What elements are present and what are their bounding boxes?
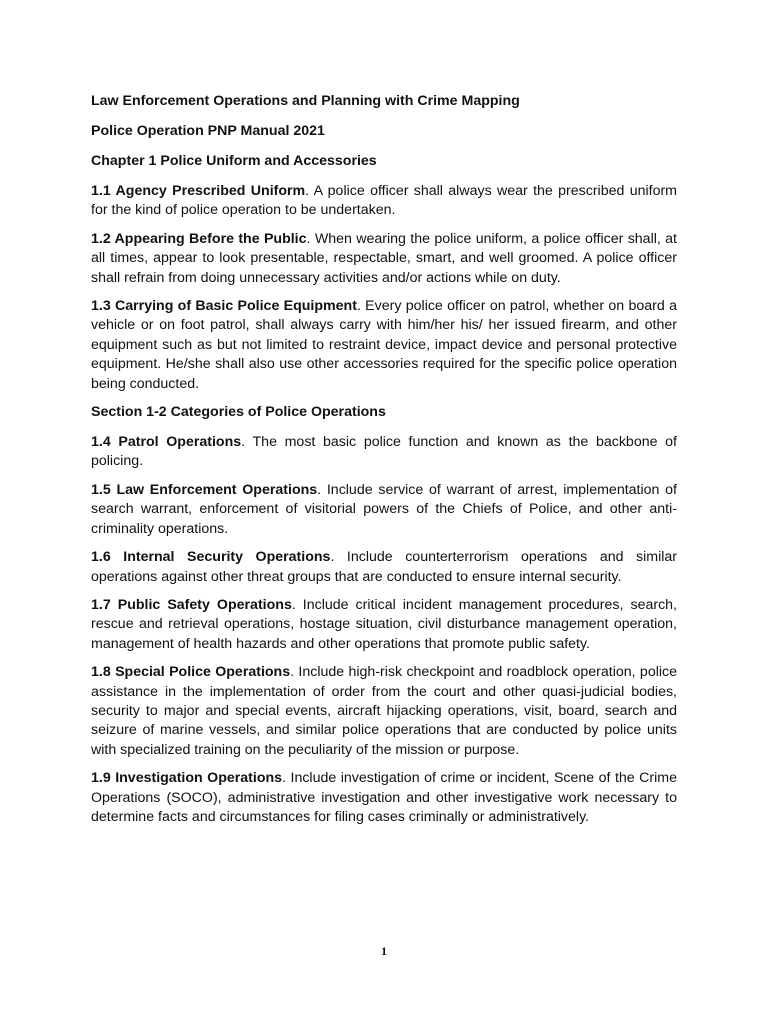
paragraph-1-9	[91, 769, 677, 827]
paragraph-term: 1.5 Law Enforcement Operations	[91, 481, 318, 498]
paragraph-1-6	[91, 548, 677, 587]
document-title: Law Enforcement Operations and Planning with Crime Mapping	[91, 93, 520, 109]
paragraph-1-4	[91, 433, 677, 472]
paragraph-text: . A police officer shall always wear the prescribed uniform for the kind of police operation to be undertaken.	[91, 183, 678, 219]
paragraph-1-8	[91, 663, 677, 760]
paragraph-text: . Include critical incident management procedures, search, rescue and retrieval operations, hostage situation, civil disturbance management operation, management of health hazards and other operations that promote public safety.	[91, 596, 677, 652]
paragraph-1-7	[91, 596, 677, 654]
paragraph-term: 1.8 Special Police Operations	[91, 664, 291, 681]
paragraph-1-1	[91, 182, 677, 221]
section-heading: Section 1-2 Categories of Police Operations	[91, 404, 386, 421]
chapter-heading: Chapter 1 Police Uniform and Accessories	[91, 153, 377, 169]
paragraph-text: . Include counterterrorism operations and similar operations against other threat groups that are conducted to ensure internal security.	[91, 549, 678, 585]
document-page	[91, 92, 677, 836]
paragraph-text: . Include investigation of crime or incident, Scene of the Crime Operations (SOCO), administrative investigation and other investigative work necessary to determine facts and circumstances for filing cases criminally or administratively.	[91, 770, 677, 825]
paragraph-text: . Every police officer on patrol, whether on board a vehicle or on foot patrol, shall always carry with him/her his/ her issued firearm, and other equipment such as but not limited to restraint device, impact device and personal protective equipment. He/she shall also use other accessories required for the specific police operation being conducted.	[91, 298, 677, 392]
paragraph-text: . The most basic police function and known as the backbone of policing.	[91, 434, 677, 470]
paragraph-1-2	[91, 230, 677, 288]
paragraph-text: . Include service of warrant of arrest, implementation of search warrant, enforcement of visitorial powers of the Chiefs of Police, and other anti-criminality operations.	[91, 481, 677, 537]
paragraph-term: 1.2 Appearing Before the Public	[91, 230, 307, 247]
paragraph-1-3	[91, 297, 677, 394]
section-paragraph-list	[91, 433, 677, 827]
paragraph-term: 1.1 Agency Prescribed Uniform	[91, 183, 306, 199]
document-subtitle: Police Operation PNP Manual 2021	[91, 123, 325, 139]
paragraph-text: . Include high-risk checkpoint and roadblock operation, police assistance in the implementation of order from the court and other quasi-judicial bodies, security to major and special events, aircraft hijacking operations, visit, board, search and seizure of marine vessels, and similar police operations that are conducted by police units with specialized training on the peculiarity of the mission or purpose.	[91, 664, 677, 758]
paragraph-term: 1.7 Public Safety Operations	[91, 596, 292, 613]
paragraph-term: 1.4 Patrol Operations	[91, 434, 242, 451]
paragraph-term: 1.9 Investigation Operations	[91, 770, 283, 787]
page-number: 1	[381, 944, 387, 958]
paragraph-term: 1.6 Internal Security Operations	[91, 549, 331, 566]
paragraph-1-5	[91, 481, 677, 539]
paragraph-term: 1.3 Carrying of Basic Police Equipment	[91, 298, 357, 315]
paragraph-text: . When wearing the police uniform, a police officer shall, at all times, appear to look presentable, respectable, smart, and well groomed. A police officer shall refrain from doing unnecessary activities and/or actions while on duty.	[91, 230, 677, 286]
chapter-paragraph-list	[91, 182, 677, 394]
